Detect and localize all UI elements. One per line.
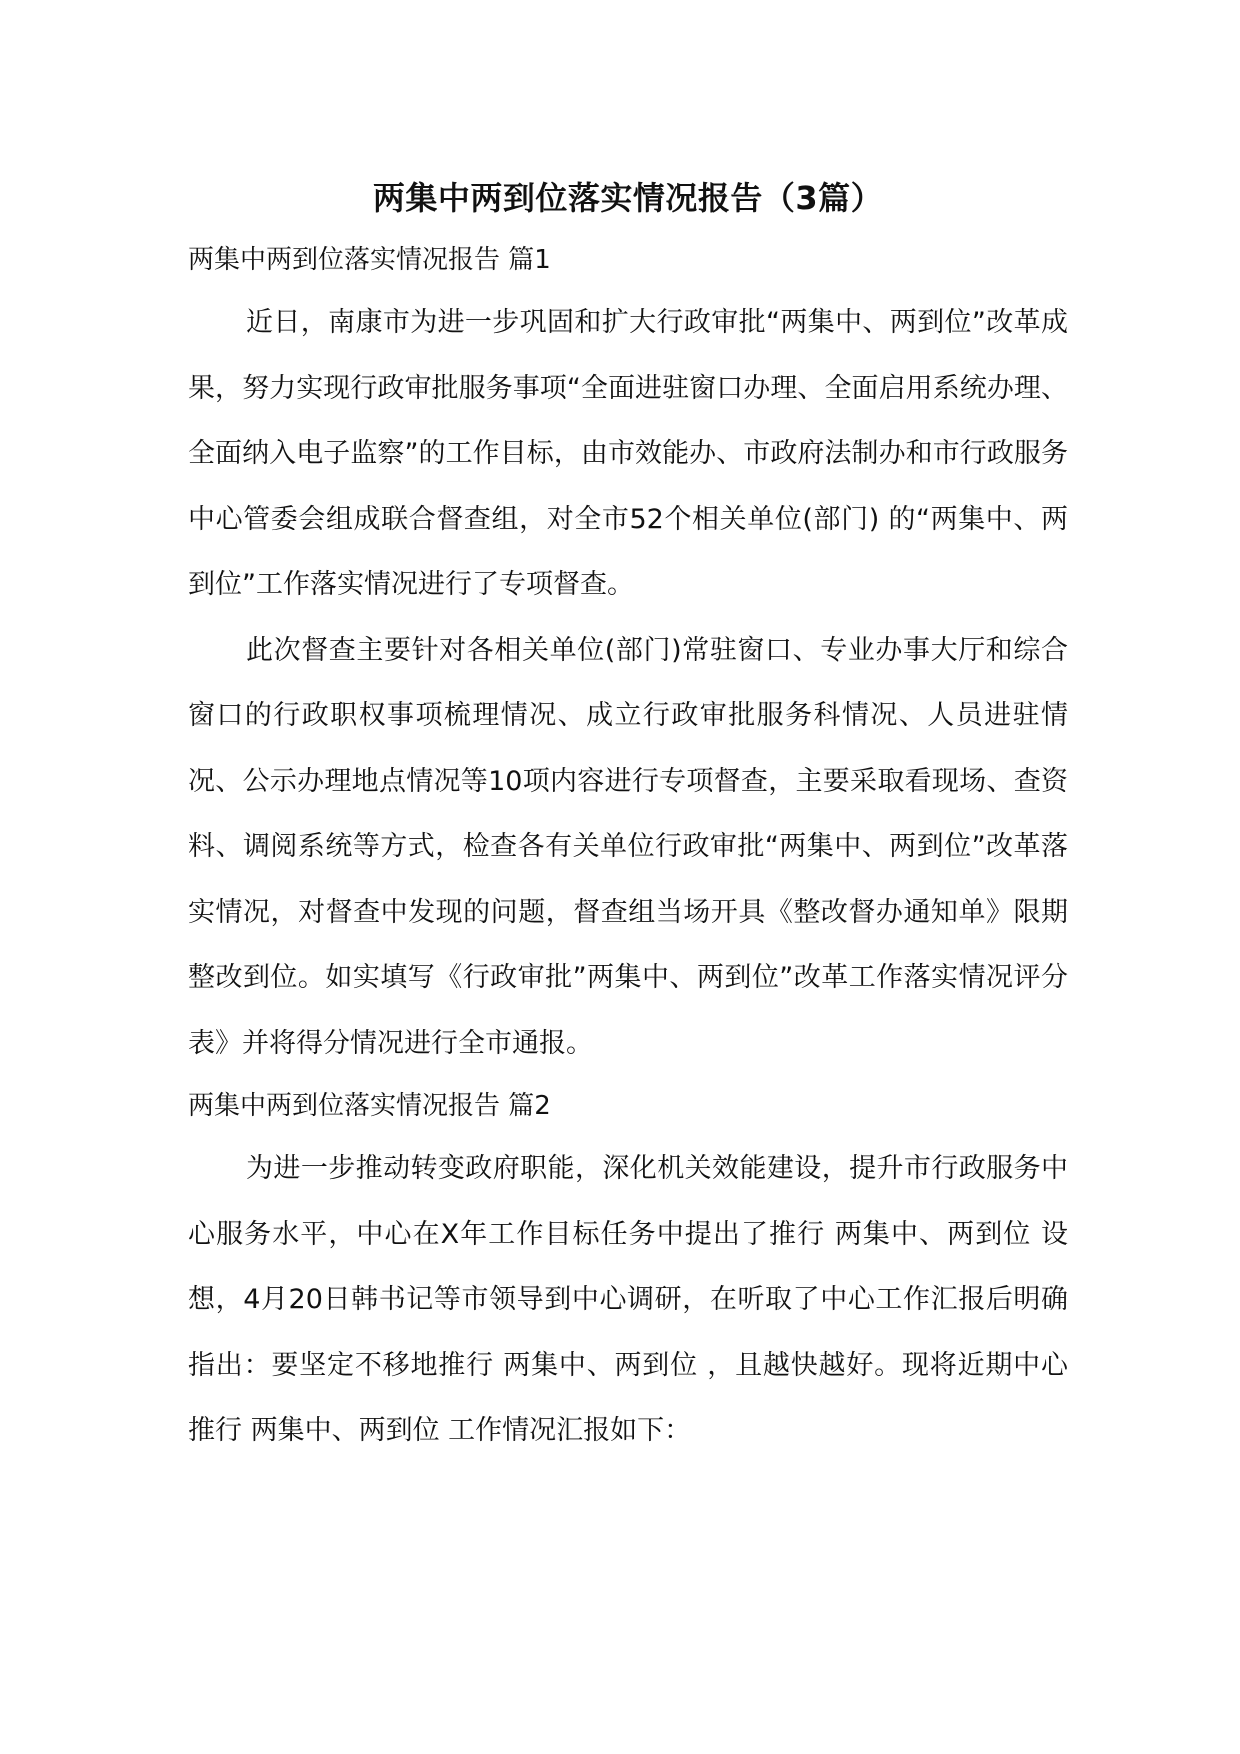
section-1 xyxy=(188,230,1068,1076)
section-paragraph: 为进一步推动转变政府职能，深化机关效能建设，提升市行政服务中心服务水平，中心在X年工作目标任务中提出了推行 两集中、两到位 设想，4月20日韩书记等市领导到中心调研，在听取了中心工作汇报后明确指出：要坚定不移地推行 两集中、两到位 ，且越快越好。现将近期中心推行 两集中、两到位 工作情况汇报如下： xyxy=(188,1153,1068,1446)
section-paragraph: 此次督查主要针对各相关单位(部门)常驻窗口、专业办事大厅和综合窗口的行政职权事项梳理情况、成立行政审批服务科情况、人员进驻情况、公示办理地点情况等10项内容进行专项督查，主要采取看现场、查资料、调阅系统等方式，检查各有关单位行政审批“两集中、两到位”改革落实情况，对督查中发现的问题，督查组当场开具《整改督办通知单》限期整改到位。如实填写《行政审批”两集中、两到位”改革工作落实情况评分表》并将得分情况进行全市通报。 xyxy=(188,634,1068,1059)
section-heading: 两集中两到位落实情况报告 篇1 xyxy=(188,245,551,275)
document-body xyxy=(188,166,1068,1464)
section-heading: 两集中两到位落实情况报告 篇2 xyxy=(188,1091,551,1121)
section-paragraph: 近日，南康市为进一步巩固和扩大行政审批“两集中、两到位”改革成果，努力实现行政审批服务事项“全面进驻窗口办理、全面启用系统办理、全面纳入电子监察”的工作目标，由市效能办、市政府法制办和市行政服务中心管委会组成联合督查组，对全市52个相关单位(部门) 的“两集中、两到位”工作落实情况进行了专项督查。 xyxy=(188,307,1068,600)
section-2 xyxy=(188,1076,1068,1464)
document-title: 两集中两到位落实情况报告（3篇） xyxy=(372,179,884,217)
